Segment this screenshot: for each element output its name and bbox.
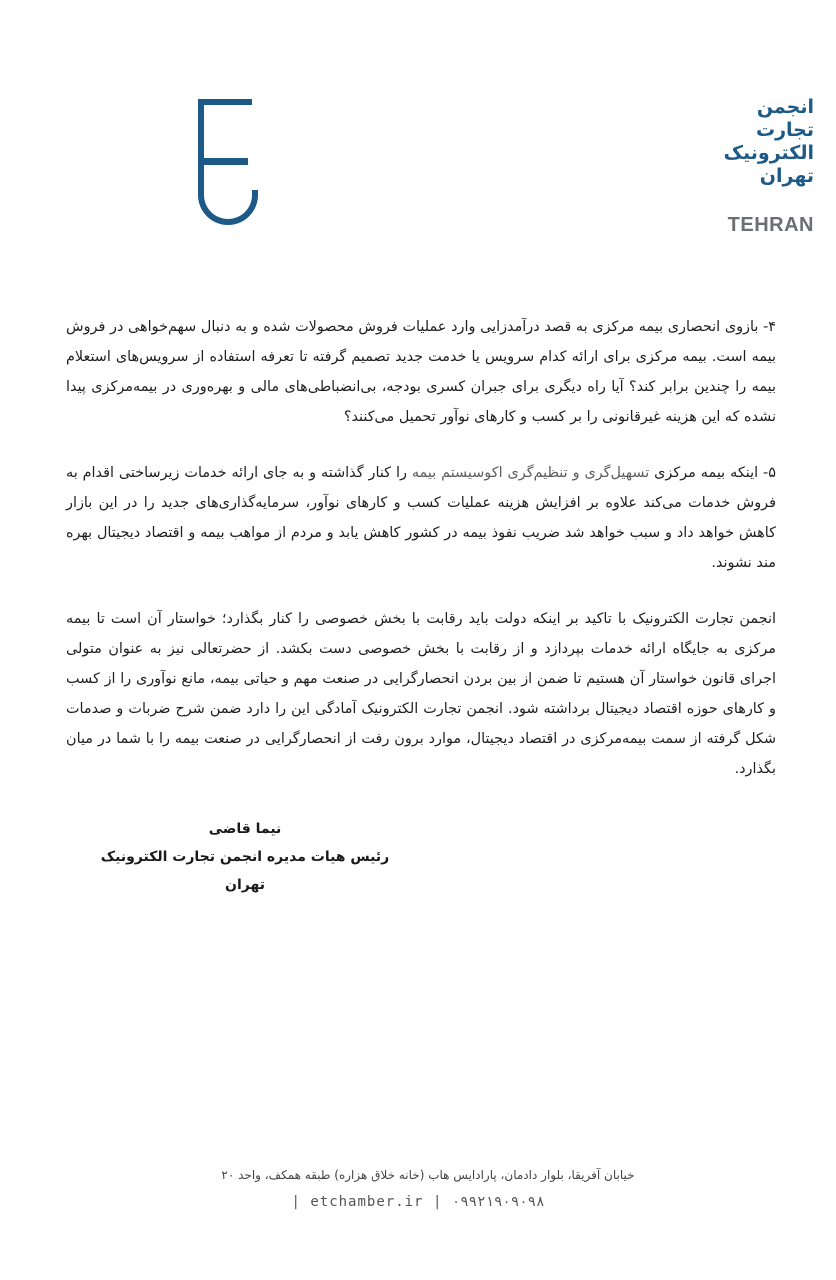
paragraph-item-5 — [66, 458, 776, 578]
org-name-line: الکترونیک — [723, 142, 814, 164]
org-latin-name: TEHRAN — [727, 214, 814, 236]
signatory-name: نیما قاضی — [208, 821, 282, 837]
org-name-line: تهران — [759, 165, 814, 187]
website-link[interactable]: etchamber.ir — [310, 1194, 424, 1210]
org-name-line: انجمن — [756, 96, 814, 118]
footer-address: خیابان آفریقا، بلوار دادمان، پارادایس هاب (خانه خلاق هزاره) طبقه همکف، واحد ۲۰ — [221, 1168, 635, 1182]
footer-contact — [0, 1194, 836, 1210]
footer-separator: | — [432, 1194, 443, 1210]
letter-body — [66, 312, 776, 810]
organization-name — [684, 96, 814, 188]
footer-separator: | — [291, 1194, 301, 1210]
phone-number: ۰۹۹۲۱۹۰۹۰۹۸ — [451, 1194, 545, 1210]
paragraph-item-4: ۴- بازوی انحصاری بیمه مرکزی به قصد درآمدزایی وارد عملیات فروش محصولات شده و به دنبال سهم‌خواهی در فروش بیمه است. بیمه مرکزی برای ارائه کدام سرویس یا خدمت جدید تصمیم گرفته تا تعرفه استفاده از سرویس‌های استعلام بیمه را چندین برابر کند؟ آیا راه دیگری برای جبران کسری بودجه، بی‌انضباطی‌های مالی و بهره‌وری در بیمه‌مرکزی پیدا نشده که این هزینه غیرقانونی را بر کسب و کارهای نوآور تحمیل می‌کنند؟ — [66, 319, 776, 425]
paragraph-5-highlight: تسهیل‌گری و تنظیم‌گری اکوسیستم بیمه — [411, 465, 650, 481]
org-name-line: تجارت — [756, 119, 814, 141]
paragraph-closing: انجمن تجارت الکترونیک با تاکید بر اینکه دولت باید رقابت با بخش خصوصی را کنار بگذارد؛ خواستار آن است تا بیمه مرکزی به جایگاه ارائه خدمات بپردازد و از رقابت با بخش خصوصی دست بکشد. از حضرتعالی نیز به عنوان متولی اجرای قانون خواستار آن هستیم تا ضمن از بین بردن انحصارگرایی در صنعت مهم و حیاتی بیمه، مانع نوآوری را از کسب و کارهای حوزه اقتصاد دیجیتال برداشته شود. انجمن تجارت الکترونیک آمادگی این را دارد ضمن شرح ضربات و صدمات شکل گرفته از سمت بیمه‌مرکزی در اقتصاد دیجیتال، موارد برون رفت از انحصارگرایی در صنعت بیمه را با شما در میان بگذارد. — [66, 611, 776, 777]
paragraph-5-suffix: را کنار گذاشته و به جای ارائه خدمات زیرساختی اقدام به فروش خدمات می‌کند علاوه بر افزایش هزینه عملیات کسب و کارهای نوآور، سرمایه‌گذاری‌های جدید را در این بازار کاهش خواهد داد و سبب خواهد شد ضریب نفوذ بیمه در کشور کاهش یابد و مردم از مواهب بیمه و اقتصاد دیجیتال بهره مند نشوند. — [66, 465, 776, 571]
e-letter-logo-icon — [190, 95, 260, 230]
signature-block — [95, 815, 395, 899]
paragraph-5-prefix: ۵- اینکه بیمه مرکزی — [649, 465, 776, 481]
signatory-title: رئیس هیات مدیره انجمن تجارت الکترونیک تهران — [100, 849, 390, 893]
